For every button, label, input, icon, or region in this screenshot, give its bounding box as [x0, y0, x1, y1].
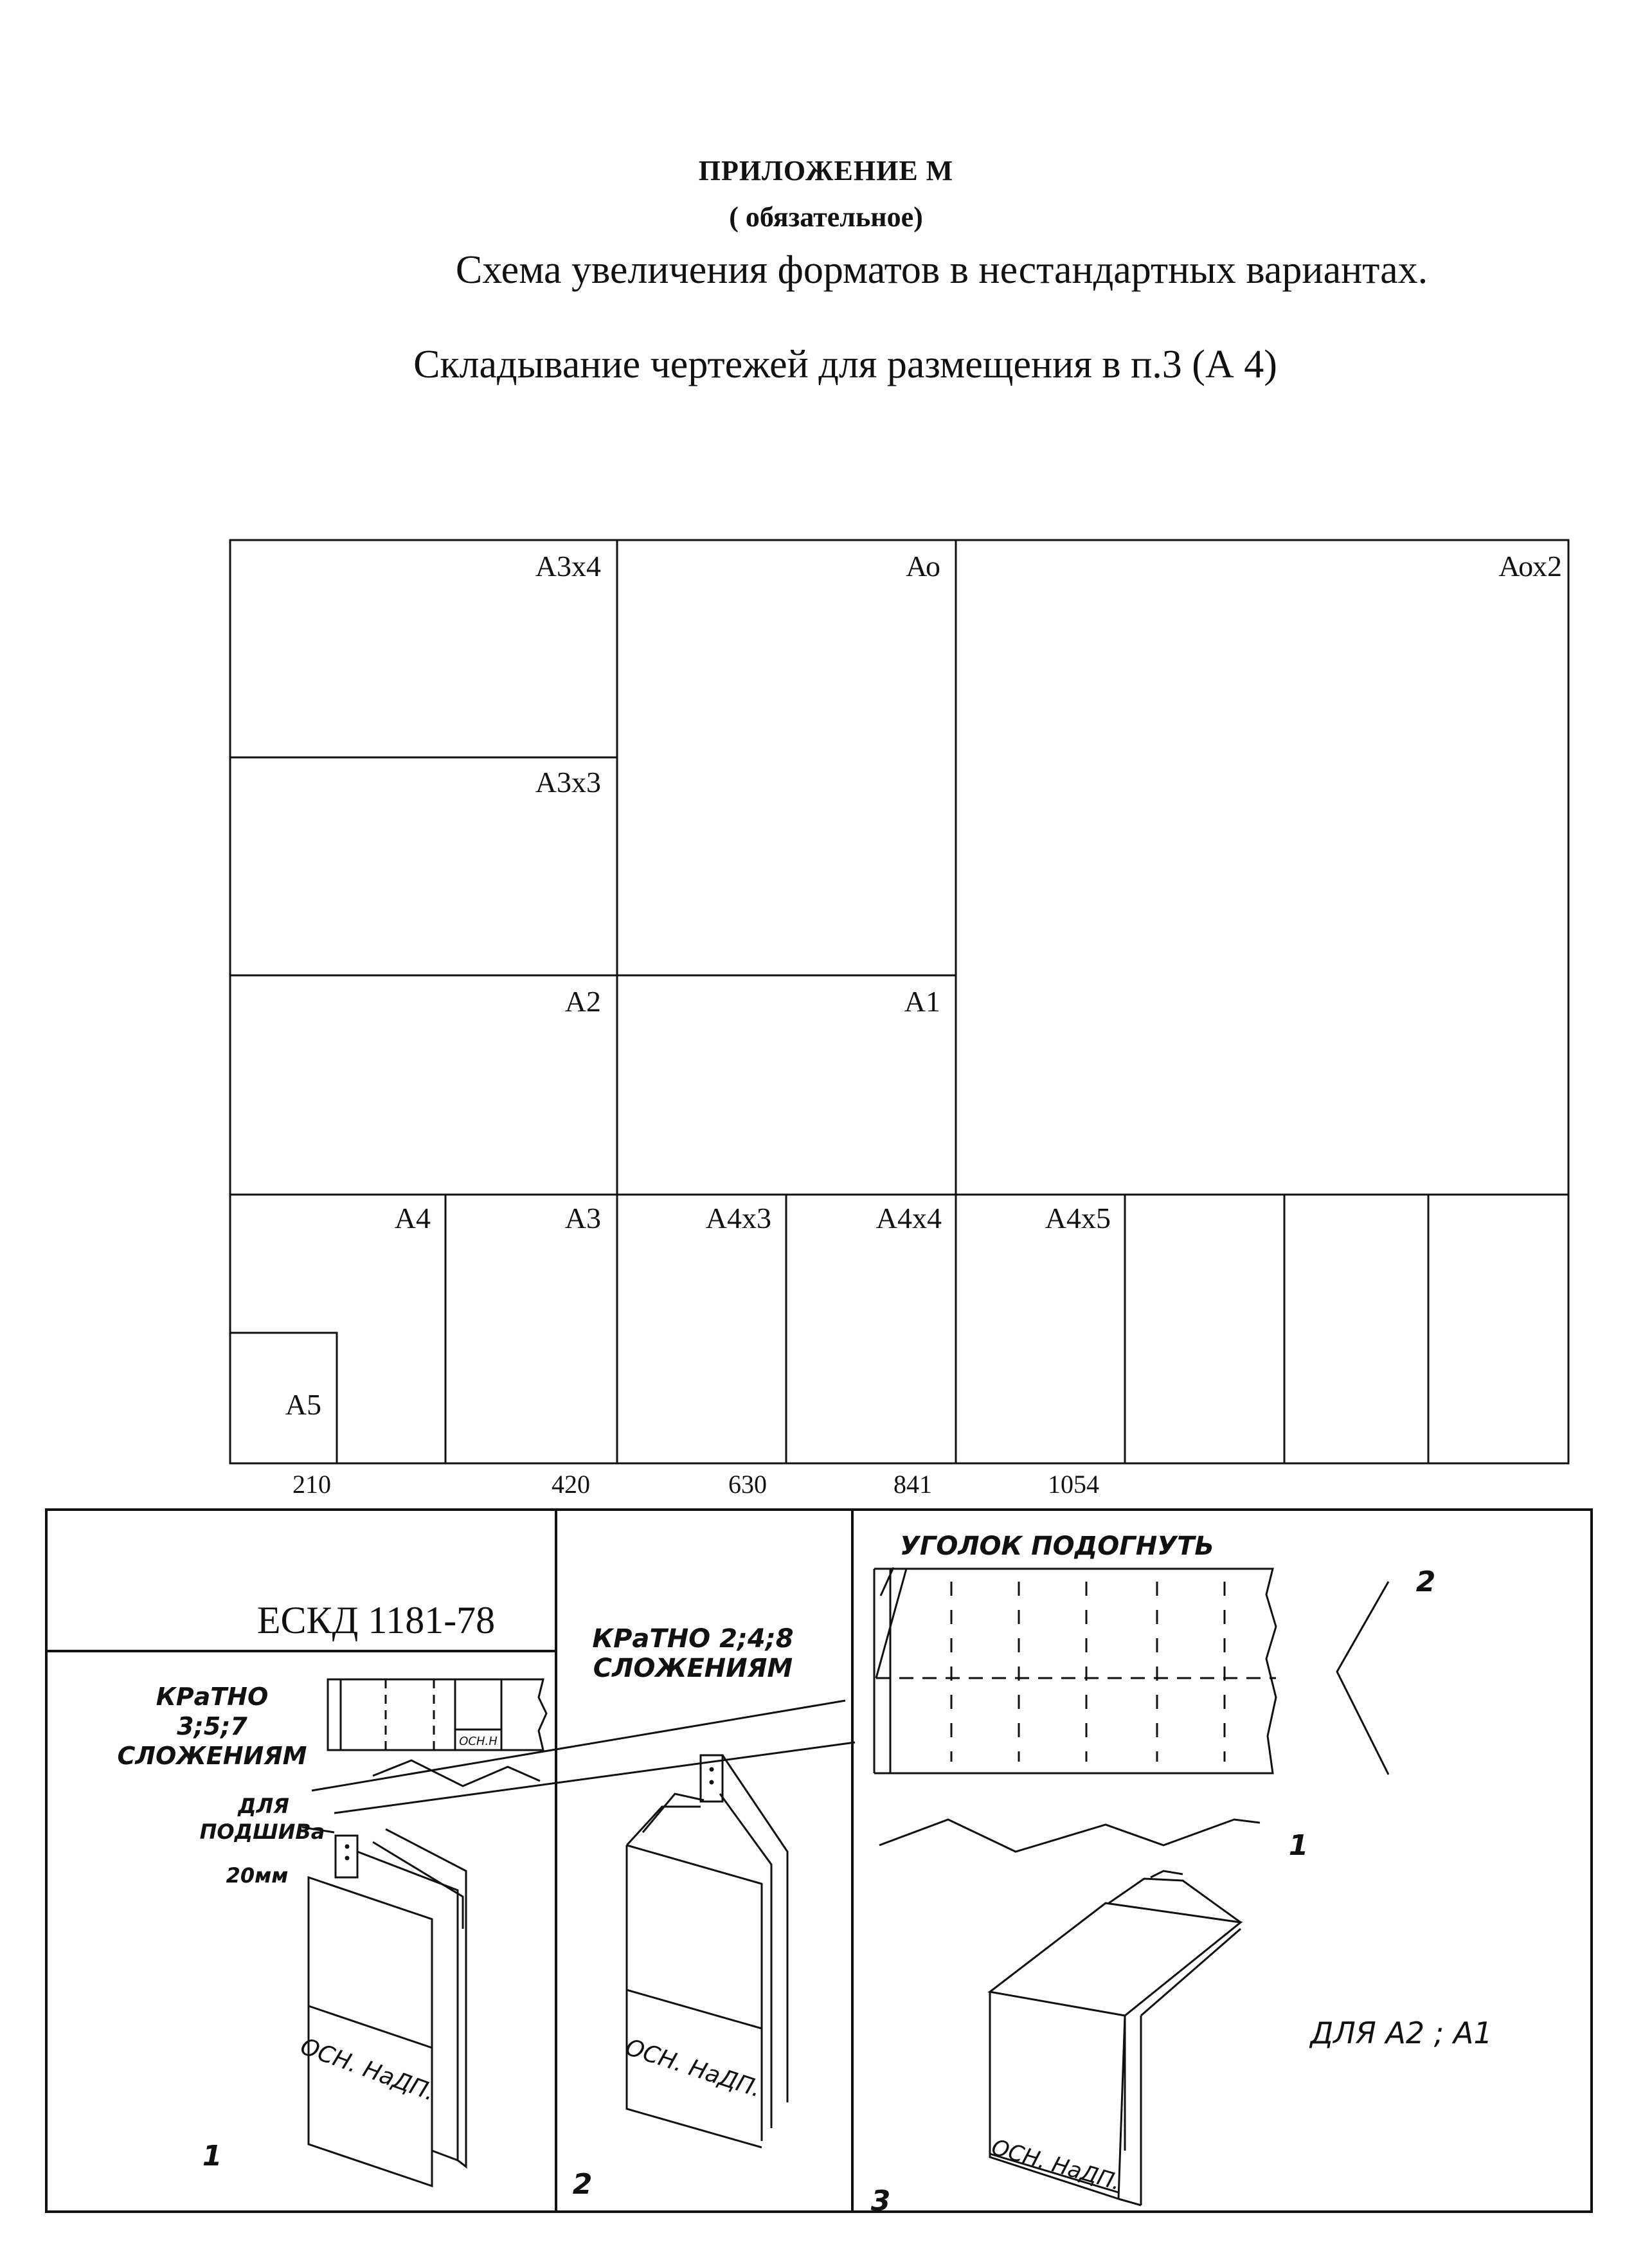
panel-3 — [871, 1531, 1493, 2217]
fold-direction-1: 1 — [1288, 1829, 1309, 1862]
cell-label-a3x4: А3х4 — [535, 550, 601, 583]
cell-label-a0x2: Аох2 — [1498, 550, 1562, 583]
cell-label-a2: А2 — [564, 985, 601, 1018]
panel1-label-line2: 3;5;7 — [177, 1712, 247, 1740]
panel2-stamp: ОСН. НаДП. — [622, 2034, 765, 2103]
page-subtitle: Складывание чертежей для размещения в п.3 (А 4) — [413, 343, 1277, 386]
cell-label-a3: А3 — [564, 1202, 601, 1234]
cell-label-a4: А4 — [394, 1202, 431, 1234]
panel2-folded-booklet — [627, 1755, 787, 2147]
panel-1 — [118, 1679, 855, 2186]
cell-label-a4x5: А4х5 — [1045, 1202, 1111, 1234]
axis-tick-420: 420 — [552, 1470, 590, 1499]
axis-tick-210: 210 — [292, 1470, 331, 1499]
cell-label-a0: Ао — [906, 550, 940, 583]
appendix-heading: ПРИЛОЖЕНИЕ М — [698, 155, 954, 186]
fold-direction-2: 2 — [1415, 1566, 1436, 1598]
panel3-number: 3 — [870, 2185, 891, 2217]
format-grid — [230, 540, 1568, 1463]
standard-reference: ЕСКД 1181-78 — [256, 1599, 496, 1641]
panel1-stamp: ОСН. НаДП. — [296, 2033, 438, 2106]
cell-label-a3x3: А3х3 — [535, 766, 601, 799]
cell-label-a4x3: А4х3 — [705, 1202, 771, 1234]
panel-2 — [573, 1624, 794, 2201]
corner-note: УГОЛОК ПОДОГНУТЬ — [900, 1531, 1214, 1561]
binding-note-line3: 20мм — [226, 1863, 289, 1888]
axis-tick-630: 630 — [728, 1470, 767, 1499]
panel3-stamp: ОСН. НаДП. — [989, 2134, 1124, 2196]
axis-tick-841: 841 — [893, 1470, 932, 1499]
panel2-label-line1: КРаТНО 2;4;8 — [592, 1624, 794, 1654]
binding-note-line2: ПОДШИВа — [199, 1820, 325, 1844]
panel1-label-line1: КРаТНО — [156, 1683, 269, 1711]
page-title: Схема увеличения форматов в нестандартных вариантах. — [455, 248, 1428, 292]
panel3-unfolded-sheet — [874, 1567, 1388, 1852]
panel1-label-line3: СЛОЖЕНИЯМ — [117, 1742, 307, 1770]
appendix-status: ( обязательное) — [729, 201, 923, 233]
panel1-stamp-small: ОСН.Н — [459, 1735, 498, 1748]
panel1-number: 1 — [202, 2140, 222, 2172]
panel2-number: 2 — [572, 2168, 593, 2201]
panel2-label-line2: СЛОЖЕНИЯМ — [593, 1654, 793, 1683]
formats-note: ДЛЯ А2 ; А1 — [1310, 2016, 1493, 2050]
cell-label-a1: А1 — [904, 985, 940, 1018]
binding-note-line1: ДЛЯ — [238, 1794, 289, 1818]
axis-tick-1054: 1054 — [1048, 1470, 1099, 1499]
cell-label-a5: А5 — [285, 1388, 321, 1421]
cell-label-a4x4: А4х4 — [875, 1202, 942, 1234]
